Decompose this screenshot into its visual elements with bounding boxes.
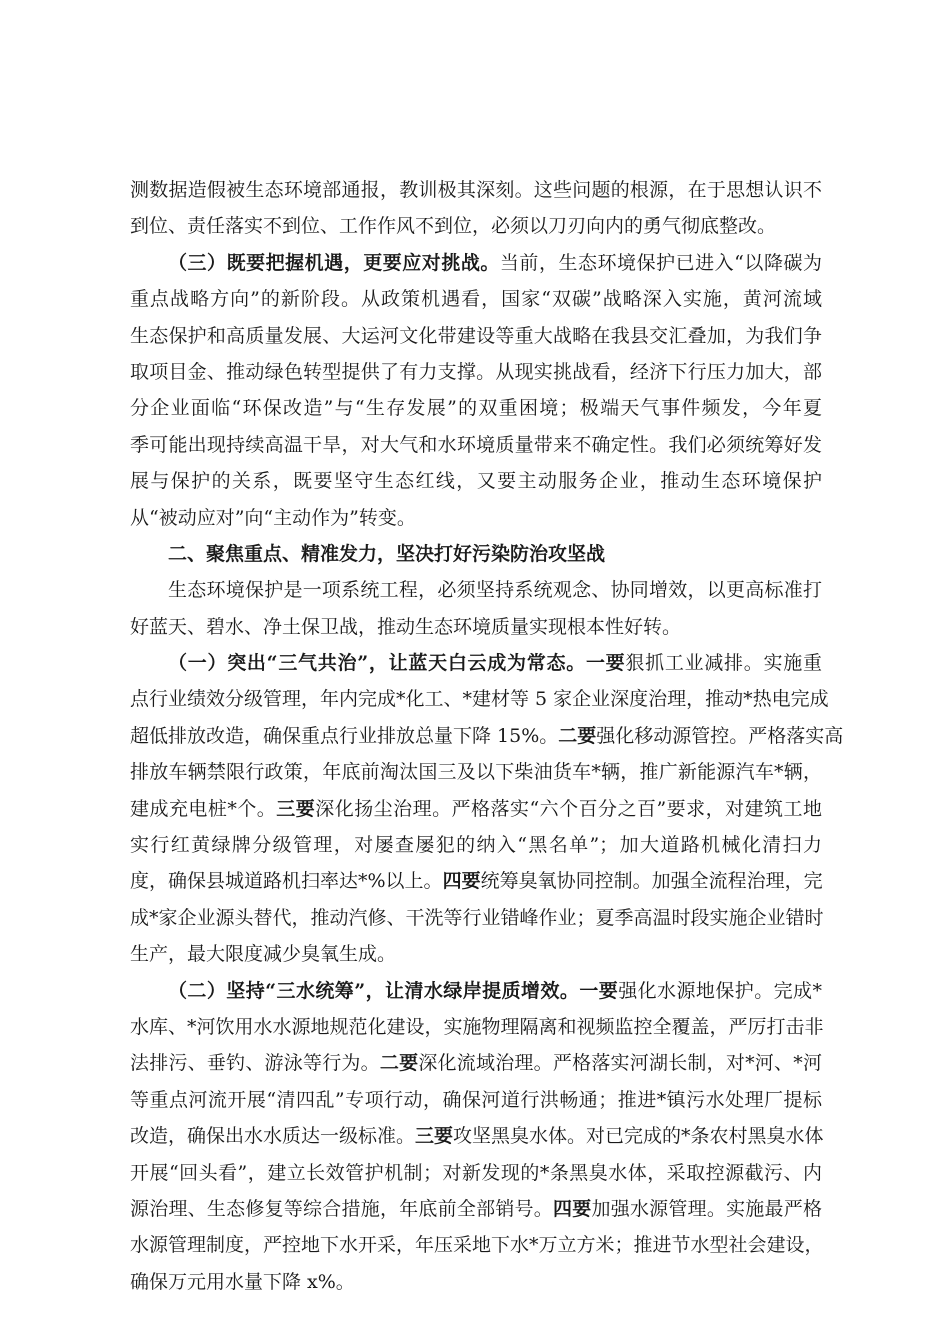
- text-line: [130, 1082, 822, 1118]
- text-run: 水库、*河饮用水水源地规范化建设，实施物理隔离和视频监控全覆盖，严厉打击非: [130, 1015, 824, 1038]
- text-run: 统筹臭氧协同控制。加强全流程治理，完: [480, 870, 823, 893]
- text-line: [130, 1045, 822, 1081]
- text-run: 展与保护的关系，既要坚守生态红线，又要主动服务企业，推动生态环境保护: [130, 470, 822, 493]
- text-line: [130, 973, 822, 1009]
- text-line: [130, 208, 822, 244]
- text-run: 改造，确保出水水质达一级标准。: [130, 1125, 416, 1148]
- bold-text-run: （一）突出“三气共治”，让蓝天白云成为常态。一要: [168, 652, 626, 675]
- text-run: 实行红黄绿牌分级管理，对屡查屡犯的纳入“黑名单”；加大道路机械化清扫力: [130, 834, 822, 857]
- text-line: [130, 609, 822, 645]
- text-run: 从“被动应对”向“主动作为”转变。: [130, 506, 416, 529]
- bold-text-run: 四要: [553, 1197, 592, 1220]
- text-run: 测数据造假被生态环境部通报，教训极其深刻。这些问题的根源，在于思想认识不: [130, 179, 822, 201]
- bold-text-run: 二、聚焦重点、精准发力，坚决打好污染防治攻坚战: [168, 542, 606, 565]
- bold-text-run: 三要: [415, 1125, 454, 1148]
- text-run: 生态保护和高质量发展、大运河文化带建设等重大战略在我县交汇叠加，为我们争: [130, 324, 822, 347]
- text-line: [130, 827, 822, 863]
- text-run: 深化扬尘治理。严格落实“六个百分之百”要求，对建筑工地: [315, 797, 822, 820]
- text-run: 狠抓工业减排。实施重: [625, 652, 822, 675]
- bold-text-run: 二要: [379, 1052, 419, 1075]
- text-line: [130, 1155, 822, 1191]
- text-run: 重点战略方向”的新阶段。从政策机遇看，国家“双碳”战略深入实施，黄河流域: [130, 288, 822, 311]
- text-run: 攻坚黑臭水体。对已完成的*条农村黑臭水体: [453, 1125, 824, 1148]
- text-line: [130, 1191, 822, 1227]
- text-line: [130, 245, 822, 281]
- text-line: [130, 172, 822, 208]
- text-line: [130, 1009, 822, 1045]
- text-run: 到位、责任落实不到位、工作作风不到位，必须以刀刃向内的勇气彻底整改。: [130, 215, 777, 238]
- text-run: 排放车辆禁限行政策，年底前淘汰国三及以下柴油货车*辆，推广新能源汽车*辆，: [130, 761, 822, 784]
- text-run: 强化移动源管控。严格落实高: [596, 724, 844, 747]
- text-line: [130, 281, 822, 317]
- text-line: [130, 1264, 822, 1300]
- text-run: 源治理、生态修复等综合措施，年底前全部销号。: [130, 1197, 554, 1220]
- text-run: 等重点河流开展“清四乱”专项行动，确保河道行洪畅通；推进*镇污水处理厂提标: [130, 1088, 822, 1111]
- text-line: [130, 536, 822, 572]
- text-run: 确保万元用水量下降 x%。: [130, 1270, 355, 1293]
- text-line: [130, 681, 829, 717]
- text-line: [130, 354, 822, 390]
- text-line: [130, 645, 822, 681]
- text-line: [130, 791, 822, 827]
- bold-text-run: 三要: [276, 797, 316, 820]
- text-run: 当前，生态环境保护已进入“以降碳为: [499, 251, 822, 274]
- text-run: 生态环境保护是一项系统工程，必须坚持系统观念、协同增效，以更高标准打: [168, 579, 822, 602]
- text-line: [130, 390, 822, 426]
- text-line: [130, 318, 822, 354]
- bold-text-run: （二）坚持“三水统筹”，让清水绿岸提质增效。一要: [168, 979, 619, 1002]
- text-run: 好蓝天、碧水、净土保卫战，推动生态环境质量实现根本性好转。: [130, 615, 682, 638]
- text-line: [130, 754, 822, 790]
- text-line: [130, 463, 822, 499]
- text-run: 生产，最大限度减少臭氧生成。: [130, 943, 397, 966]
- text-run: 水源管理制度，严控地下水开采，年压采地下水*万立方米；推进节水型社会建设，: [130, 1234, 824, 1257]
- text-run: 法排污、垂钓、游泳等行为。: [130, 1052, 380, 1075]
- bold-text-run: 四要: [442, 870, 481, 893]
- text-run: 开展“回头看”，建立长效管护机制；对新发现的*条黑臭水体，采取控源截污、内: [130, 1161, 822, 1184]
- text-line: [130, 900, 822, 936]
- text-run: 分企业面临“环保改造”与“生存发展”的双重困境；极端天气事件频发，今年夏: [130, 397, 822, 420]
- text-run: 超低排放改造，确保重点行业排放总量下降 15%。: [130, 724, 559, 747]
- text-run: 强化水源地保护。完成*: [618, 979, 822, 1002]
- text-run: 季可能出现持续高温干旱，对大气和水环境质量带来不确定性。我们必须统筹好发: [130, 433, 822, 456]
- bold-text-run: （三）既要把握机遇，更要应对挑战。: [168, 251, 500, 274]
- text-run: 建成充电桩*个。: [130, 797, 277, 820]
- text-run: 深化流域治理。严格落实河湖长制，对*河、*河: [418, 1052, 822, 1075]
- text-line: [130, 1227, 822, 1263]
- text-line: [130, 500, 822, 536]
- text-run: 成*家企业源头替代，推动汽修、干洗等行业错峰作业；夏季高温时段实施企业错时: [130, 906, 824, 929]
- text-line: [130, 1118, 822, 1154]
- text-line: [130, 863, 822, 899]
- text-run: 度，确保县城道路机扫率达*%以上。: [130, 870, 443, 893]
- document-body: [130, 172, 844, 1300]
- text-run: 点行业绩效分级管理，年内完成*化工、*建材等 5 家企业深度治理，推动*热电完成: [130, 688, 829, 711]
- text-line: [130, 427, 822, 463]
- bold-text-run: 二要: [558, 724, 597, 747]
- text-line: [130, 572, 822, 608]
- text-line: [130, 718, 844, 754]
- text-run: 加强水源管理。实施最严格: [591, 1197, 822, 1220]
- text-run: 取项目金、推动绿色转型提供了有力支撑。从现实挑战看，经济下行压力加大，部: [130, 360, 822, 383]
- text-line: [130, 936, 822, 972]
